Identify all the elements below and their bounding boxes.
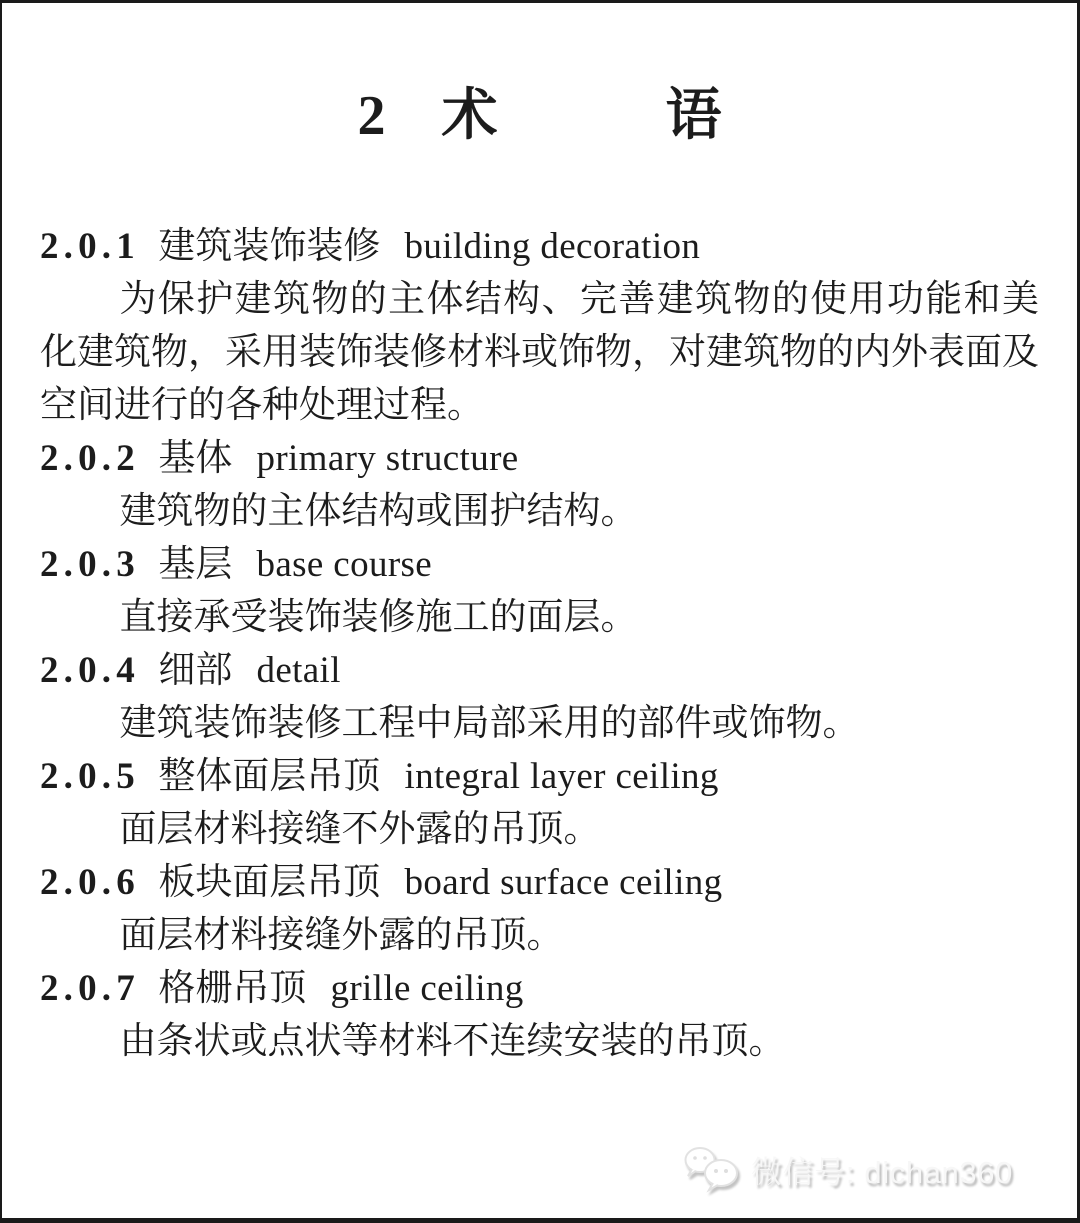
term-entry bbox=[40, 220, 1039, 432]
term-chinese: 整体面层吊顶 bbox=[158, 756, 381, 798]
term-english: integral layer ceiling bbox=[404, 756, 719, 798]
term-number: 2.0.2 bbox=[40, 438, 140, 480]
term-definition: 为保护建筑物的主体结构、完善建筑物的使用功能和美化建筑物，采用装饰装修材料或饰物，对建筑物的内外表面及空间进行的各种处理过程。 bbox=[40, 279, 1039, 427]
term-definition: 面层材料接缝不外露的吊顶。 bbox=[119, 809, 601, 851]
watermark-text: 微信号: dichan360 bbox=[751, 1154, 1013, 1190]
term-heading bbox=[40, 220, 1039, 273]
term-english: base course bbox=[256, 544, 433, 586]
term-chinese: 基层 bbox=[158, 544, 233, 586]
term-number: 2.0.5 bbox=[40, 756, 140, 798]
chapter-title bbox=[40, 83, 1039, 150]
term-chinese: 建筑装饰装修 bbox=[158, 226, 381, 268]
term-entry bbox=[40, 644, 1039, 750]
term-entry bbox=[40, 538, 1039, 644]
term-english: grille ceiling bbox=[330, 968, 524, 1010]
term-entry bbox=[40, 856, 1039, 962]
term-entry bbox=[40, 750, 1039, 856]
term-heading bbox=[40, 856, 1039, 909]
term-chinese: 细部 bbox=[158, 650, 233, 692]
term-number: 2.0.1 bbox=[40, 226, 140, 268]
term-definition: 建筑装饰装修工程中局部采用的部件或饰物。 bbox=[119, 703, 860, 745]
term-chinese: 基体 bbox=[158, 438, 233, 480]
term-definition: 由条状或点状等材料不连续安装的吊顶。 bbox=[119, 1021, 786, 1063]
term-heading bbox=[40, 644, 1039, 697]
term-english: building decoration bbox=[404, 226, 701, 268]
wechat-icon bbox=[683, 1145, 741, 1193]
watermark bbox=[683, 1145, 1013, 1193]
page-content bbox=[2, 83, 1077, 1068]
term-english: primary structure bbox=[256, 438, 519, 480]
term-number: 2.0.7 bbox=[40, 968, 140, 1010]
term-number: 2.0.3 bbox=[40, 544, 140, 586]
chapter-title-text: 术 语 bbox=[441, 85, 722, 147]
term-number: 2.0.6 bbox=[40, 862, 140, 904]
term-heading bbox=[40, 750, 1039, 803]
term-chinese: 格栅吊顶 bbox=[158, 968, 307, 1010]
term-heading bbox=[40, 962, 1039, 1015]
term-chinese: 板块面层吊顶 bbox=[158, 862, 381, 904]
term-entry bbox=[40, 962, 1039, 1068]
term-entry bbox=[40, 432, 1039, 538]
term-heading bbox=[40, 538, 1039, 591]
chapter-number: 2 bbox=[357, 85, 386, 147]
term-definition: 建筑物的主体结构或围护结构。 bbox=[119, 491, 638, 533]
term-definition: 直接承受装饰装修施工的面层。 bbox=[119, 597, 638, 639]
term-english: board surface ceiling bbox=[404, 862, 723, 904]
term-number: 2.0.4 bbox=[40, 650, 140, 692]
terms-list bbox=[40, 220, 1039, 1068]
term-heading bbox=[40, 432, 1039, 485]
term-english: detail bbox=[256, 650, 341, 692]
term-definition: 面层材料接缝外露的吊顶。 bbox=[119, 915, 564, 957]
